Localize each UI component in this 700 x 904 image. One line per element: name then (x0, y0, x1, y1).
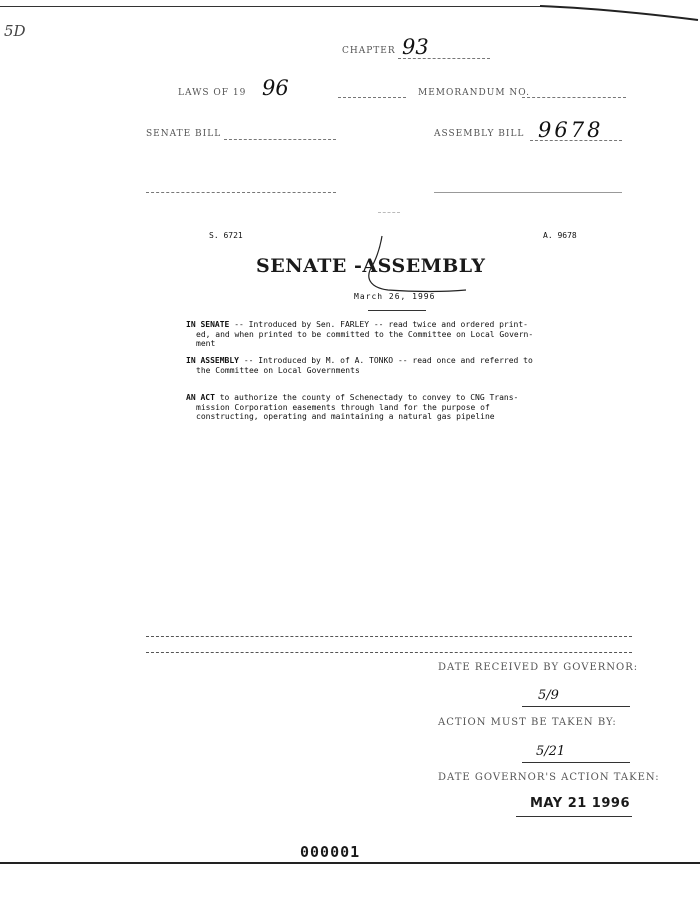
action-taken-stamp: MAY 21 1996 (530, 796, 630, 811)
assembly-bill-value: 9678 (538, 118, 604, 142)
separator-line-1 (146, 636, 632, 637)
action-deadline-value: 5/21 (536, 744, 566, 759)
laws-label: LAWS OF 19 (178, 88, 247, 98)
act-paragraph-head: AN ACT (186, 393, 215, 402)
laws-line (338, 97, 406, 98)
date-rule (368, 310, 426, 311)
page-number: 000001 (300, 843, 361, 861)
bottom-rule (0, 862, 700, 864)
assembly-paragraph-line-1: IN ASSEMBLY -- Introduced by M. of A. TONKO -- read once and referred to (186, 356, 533, 365)
senate-paragraph-line-1: IN SENATE -- Introduced by Sen. FARLEY -- read twice and ordered print- (186, 320, 528, 329)
date-received-value: 5/9 (538, 688, 559, 703)
chapter-value: 93 (402, 35, 429, 59)
blank-line-left (146, 192, 336, 193)
laws-value: 96 (262, 76, 289, 100)
act-paragraph (186, 393, 616, 422)
assembly-paragraph-head: IN ASSEMBLY (186, 356, 239, 365)
top-right-stroke (540, 2, 700, 24)
corner-mark: 5D (4, 22, 26, 40)
action-taken-label: DATE GOVERNOR'S ACTION TAKEN: (438, 772, 660, 783)
act-paragraph-line-1: AN ACT to authorize the county of Schenectady to convey to CNG Trans- (186, 393, 519, 402)
separator-line-2 (146, 652, 632, 653)
title-separator: - (354, 255, 363, 277)
memorandum-label: MEMORANDUM NO. (418, 88, 530, 98)
faint-mark (378, 212, 400, 213)
date-received-label: DATE RECEIVED BY GOVERNOR: (438, 662, 639, 673)
memorandum-line (522, 97, 626, 98)
action-deadline-label: ACTION MUST BE TAKEN BY: (438, 717, 617, 728)
assembly-bill-line (530, 140, 622, 141)
act-paragraph-line-3: constructing, operating and maintaining a natural gas pipeline (196, 412, 495, 421)
senate-bill-line (224, 139, 336, 140)
senate-paragraph-head: IN SENATE (186, 320, 230, 329)
bill-date: March 26, 1996 (354, 292, 436, 301)
senate-number: S. 6721 (209, 231, 243, 240)
action-taken-line (516, 816, 632, 817)
assembly-number: A. 9678 (543, 231, 577, 240)
title-assembly: ASSEMBLY (362, 255, 486, 277)
senate-paragraph (186, 320, 616, 349)
title-handwritten-stroke (360, 234, 470, 300)
chapter-label: CHAPTER (342, 46, 396, 56)
assembly-paragraph-line-2: the Committee on Local Governments (196, 365, 360, 375)
senate-bill-label: SENATE BILL (146, 129, 222, 139)
title-senate: SENATE (256, 255, 347, 277)
chapter-line (398, 58, 490, 59)
blank-line-right (434, 192, 622, 193)
top-rule (0, 6, 540, 7)
assembly-bill-label: ASSEMBLY BILL (434, 129, 525, 139)
date-received-line (522, 706, 630, 707)
act-paragraph-line-2: mission Corporation easements through land for the purpose of (196, 402, 490, 412)
assembly-paragraph (186, 356, 616, 375)
senate-paragraph-line-2: ed, and when printed to be committed to the Committee on Local Govern- (196, 329, 534, 339)
senate-paragraph-line-3: ment (196, 339, 216, 348)
action-deadline-line (522, 762, 630, 763)
